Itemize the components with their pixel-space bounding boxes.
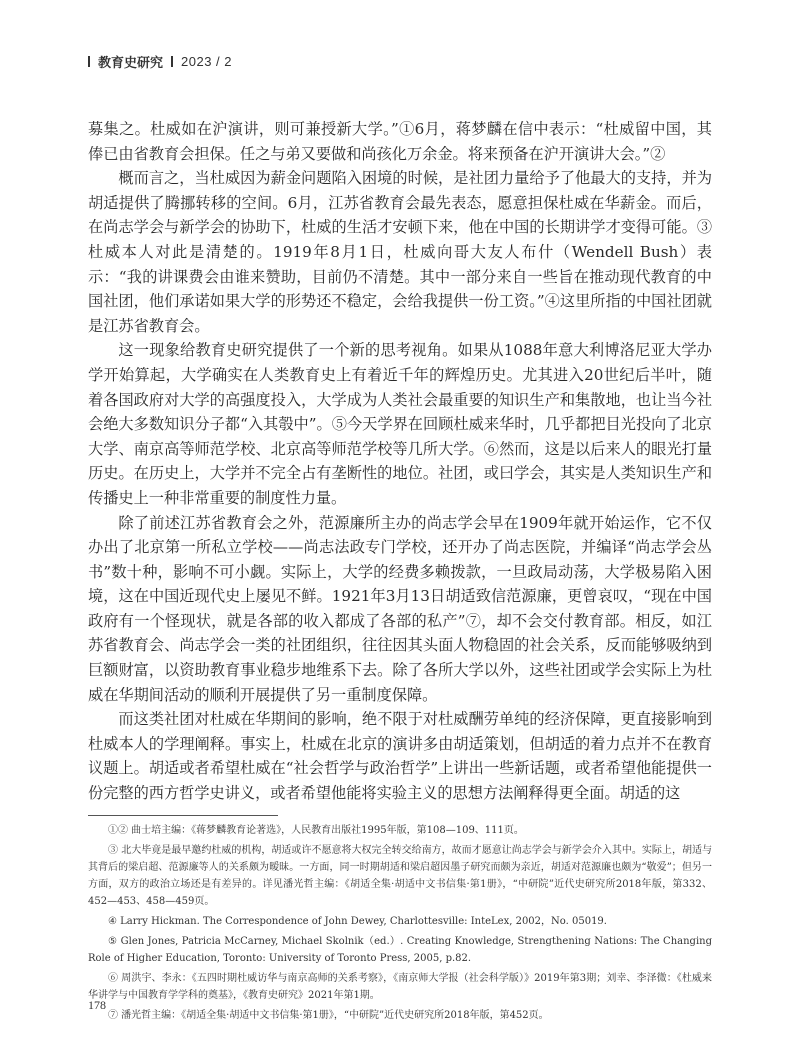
footnote-5: ⑤ Glen Jones, Patricia McCarney, Michael Skolnik（ed.）. Creating Knowledge, Strengthening Nations: The Changing Role of Higher Education, Toronto: University of Toronto Press, 2005, p.82. bbox=[88, 936, 712, 964]
footnote-7: ⑦ 潘光哲主编：《胡适全集·胡适中文书信集·第1册》，“中研院”近代史研究所2018年版，第452页。 bbox=[108, 1010, 549, 1021]
footnote-1-2: ①② 曲士培主编：《蒋梦麟教育论著选》，人民教育出版社1995年版，第108—109、111页。 bbox=[108, 825, 524, 836]
paragraph-2: 概而言之，当杜威因为薪金问题陷入困境的时候，是社团力量给予了他最大的支持，并为胡适提供了腾挪转移的空间。6月，江苏省教育会最先表态，愿意担保杜威在华薪金。而后，在尚志学会与新学会的协助下，杜威的生活才安顿下来，他在中国的长期讲学才变得可能。③杜威本人对此是清楚的。1919年8月1日，杜威向哥大友人布什（Wendell Bush）表示：“我的讲课费会由谁来赞助，目前仍不清楚。其中一部分来自一些旨在推动现代教育的中国社团，他们承诺如果大学的形势还不稳定，会给我提供一份工资。”④这里所指的中国社团就是江苏省教育会。 bbox=[88, 169, 712, 335]
issue-number: 2023 / 2 bbox=[181, 54, 233, 69]
header-left-bar bbox=[88, 56, 90, 67]
paragraph-4: 除了前述江苏省教育会之外，范源廉所主办的尚志学会早在1909年就开始运作，它不仅办出了北京第一所私立学校——尚志法政专门学校，还开办了尚志医院，并编译“尚志学会丛书”数十种，影响不可小觑。实际上，大学的经费多赖拨款，一旦政局动荡，大学极易陷入困境，这在中国近现代史上屡见不鲜。1921年3月13日胡适致信范源廉，更曾哀叹，“现在中国政府有一个怪现状，就是各部的收入都成了各部的私产”⑦，却不会交付教育部。相反，如江苏省教育会、尚志学会一类的社团组织，往往因其头面人物稳固的社会关系，反而能够吸纳到巨额财富，以资助教育事业稳步地维系下去。除了各所大学以外，这些社团或学会实际上为杜威在华期间活动的顺利开展提供了另一重制度保障。 bbox=[88, 513, 712, 704]
journal-title: 教育史研究 bbox=[98, 56, 164, 71]
paragraph-3: 这一现象给教育史研究提供了一个新的思考视角。如果从1088年意大利博洛尼亚大学办学开始算起，大学确实在人类教育史上有着近千年的辉煌历史。尤其进入20世纪后半叶，随着各国政府对大学的高强度投入，大学成为人类社会最重要的知识生产和集散地，也让当今社会绝大多数知识分子都“入其彀中”。⑤今天学界在回顾杜威来华时，几乎都把目光投向了北京大学、南京高等师范学校、北京高等师范学校等几所大学。⑥然而，这是以后来人的眼光打量历史。在历史上，大学并不完全占有垄断性的地位。社团，或曰学会，其实是人类知识生产和传播史上一种非常重要的制度性力量。 bbox=[88, 341, 712, 507]
footnote-6: ⑥ 周洪宇、李永：《五四时期杜威访华与南京高师的关系考察》，《南京师大学报（社会科学版）》2019年第3期；刘幸、李泽微：《杜威来华讲学与中国教育学学科的奠基》，《教育史研究》2021年第1期。 bbox=[88, 973, 712, 1001]
paragraph-5: 而这类社团对杜威在华期间的影响，绝不限于对杜威酬劳单纯的经济保障，更直接影响到杜威本人的学理阐释。事实上，杜威在北京的演讲多由胡适策划，但胡适的着力点并不在教育议题上。胡适或者希望杜威在“社会哲学与政治哲学”上讲出一些新话题，或者希望他能提供一份完整的西方哲学史讲义，或者希望他能将实验主义的思想方法阐释得更全面。胡适的这 bbox=[88, 710, 712, 803]
running-header bbox=[88, 52, 232, 71]
header-divider-bar bbox=[171, 56, 173, 67]
footnote-separator bbox=[88, 815, 278, 816]
paragraph-1: 募集之。杜威如在沪演讲，则可兼授新大学。”①6月，蒋梦麟在信中表示：“杜威留中国，其俸已由省教育会担保。任之与弟又要做和尚孩化万余金。将来预备在沪开演讲大会。”② bbox=[88, 120, 712, 163]
body-text bbox=[88, 117, 712, 806]
footnotes bbox=[88, 822, 712, 1027]
footnote-3: ③ 北大毕竟是最早邀约杜威的机构，胡适或许不愿意将大权完全转交给南方，故而才愿意让尚志学会与新学会介入其中。实际上，胡适与其背后的梁启超、范源廉等人的关系颇为暧昧。一方面，同一时期胡适和梁启超因墨子研究而颇为亲近，胡适对范源廉也颇为“敬爱”；但另一方面，双方的政治立场还是有差异的。详见潘光哲主编：《胡适全集·胡适中文书信集·第1册》，“中研院”近代史研究所2018年版，第332、452—453、458—459页。 bbox=[88, 845, 712, 907]
footnote-4: ④ Larry Hickman. The Correspondence of John Dewey, Charlottesville: InteLex, 2002，No. 05019. bbox=[108, 916, 607, 927]
page-number: 178 bbox=[88, 998, 106, 1012]
